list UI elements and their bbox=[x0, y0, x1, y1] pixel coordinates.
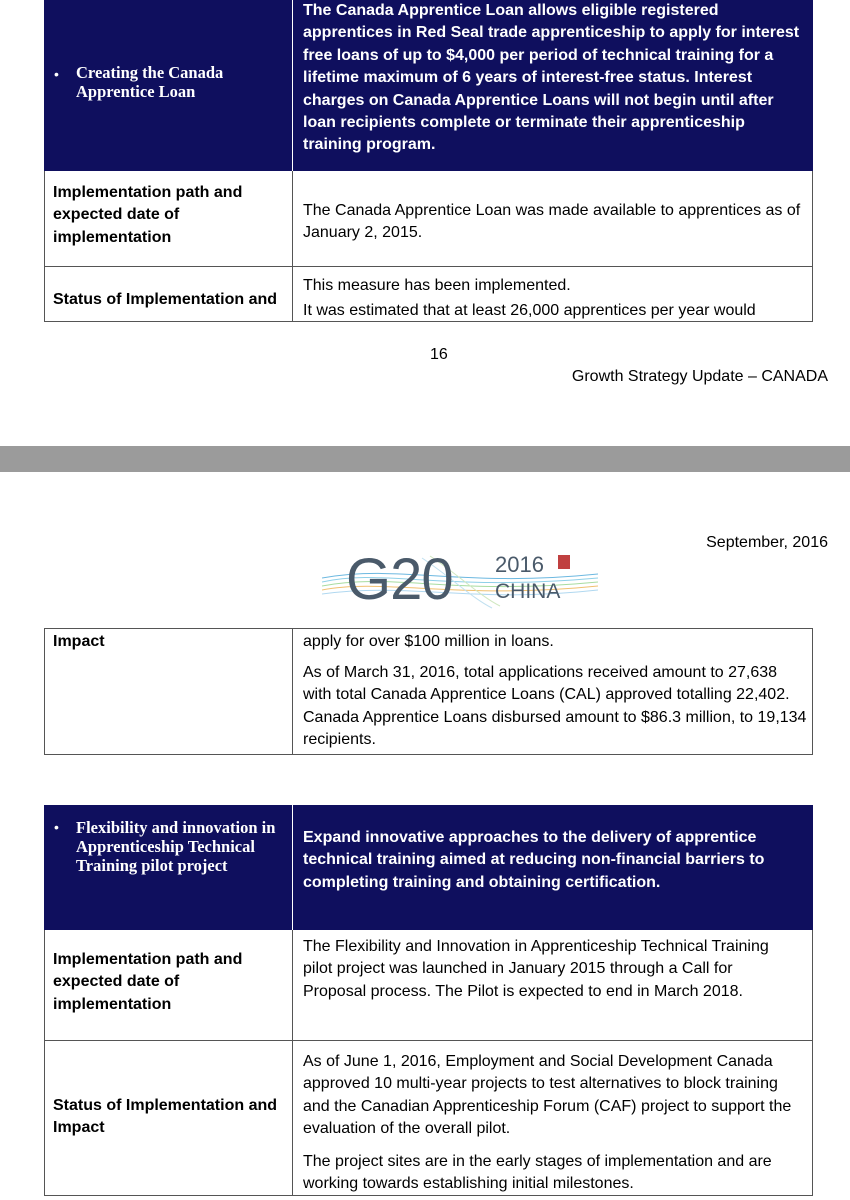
bullet-icon: • bbox=[54, 819, 59, 835]
status-label: Status of Implementation and Impact bbox=[53, 1097, 278, 1137]
impact-paragraph: As of March 31, 2016, total applications received amount to 27,638 with total Canada Apprentice Loans (CAL) approved totalling 22,402. Canada Apprentice Loans disbursed amount to $86.3 million, to 19,134 recipients. bbox=[303, 664, 807, 749]
section-title: Flexibility and innovation in Apprenticeship Technical Training pilot project bbox=[76, 818, 276, 875]
impl-text: The Flexibility and Innovation in Apprenticeship Technical Training pilot project was launched in January 2015 through a Call for Proposal process. The Pilot is expected to end in March 2018. bbox=[303, 938, 769, 1000]
impl-text: The Canada Apprentice Loan was made available to apprentices as of January 2, 2015. bbox=[303, 202, 801, 242]
g20-country: CHINA bbox=[495, 580, 561, 603]
impact-label: Impact bbox=[53, 633, 105, 650]
section-title: Creating the Canada Apprentice Loan bbox=[76, 63, 224, 101]
document-title: Growth Strategy Update – CANADA bbox=[571, 368, 828, 385]
g20-flag-icon bbox=[558, 555, 570, 569]
bullet-icon: • bbox=[54, 66, 59, 82]
status-paragraph-1: As of June 1, 2016, Employment and Social Development Canada approved 10 multi-year projects to test alternatives to block training and the Canadian Apprenticeship Forum (CAF) project to support the evaluation of the overall pilot. bbox=[303, 1053, 792, 1138]
page-break bbox=[0, 446, 850, 472]
section-description: The Canada Apprentice Loan allows eligible registered apprentices in Red Seal trade apprenticeship to apply for interest free loans of up to $4,000 per period of technical training for a lifetime maximum of 6 years of interest-free status. Interest charges on Canada Apprentice Loans will not begin until after loan recipients complete or terminate their apprenticeship training program. bbox=[303, 2, 800, 154]
g20-year: 2016 bbox=[495, 552, 544, 577]
g20-logo bbox=[322, 548, 598, 612]
g20-text: G20 bbox=[346, 547, 453, 612]
status-label: Status of Implementation and bbox=[53, 291, 278, 308]
impl-label: Implementation path and expected date of implementation bbox=[53, 184, 243, 246]
impl-label: Implementation path and expected date of implementation bbox=[53, 951, 243, 1013]
status-paragraph-2: The project sites are in the early stages of implementation and are working towards establishing initial milestones. bbox=[303, 1153, 772, 1193]
status-line-2: It was estimated that at least 26,000 apprentices per year would bbox=[303, 302, 756, 319]
section-description: Expand innovative approaches to the delivery of apprentice technical training aimed at reducing non-financial barriers to completing training and obtaining certification. bbox=[303, 829, 765, 891]
status-line-1: This measure has been implemented. bbox=[303, 277, 571, 294]
page-number: 16 bbox=[430, 346, 448, 363]
impact-line-1: apply for over $100 million in loans. bbox=[303, 633, 554, 650]
header-date: September, 2016 bbox=[706, 534, 828, 551]
